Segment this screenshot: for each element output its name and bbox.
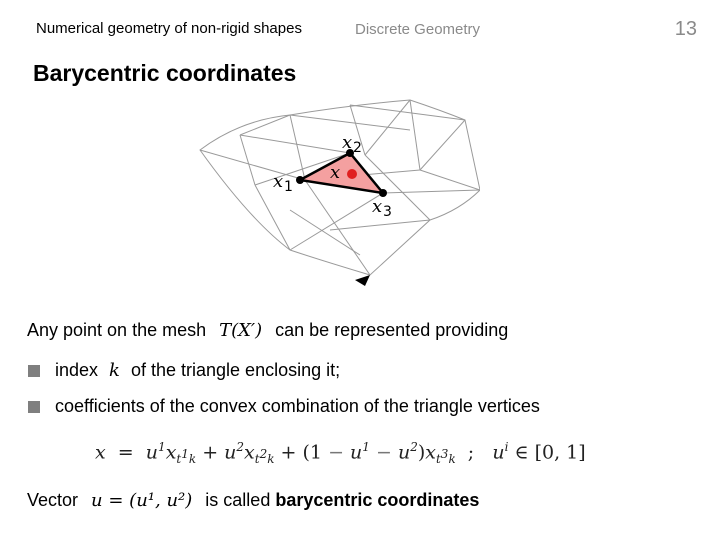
barycentric-term: barycentric coordinates bbox=[275, 490, 480, 510]
intro-text-end: can be represented providing bbox=[275, 320, 509, 340]
svg-text:x: x bbox=[342, 132, 353, 153]
svg-text:2: 2 bbox=[353, 140, 362, 156]
header-section: Discrete Geometry bbox=[355, 21, 481, 38]
mesh-symbol: T(X′) bbox=[219, 320, 263, 341]
mesh-figure bbox=[180, 90, 480, 290]
svg-text:x: x bbox=[273, 171, 284, 192]
k-symbol: k bbox=[109, 360, 120, 381]
called-text: is called bbox=[205, 490, 271, 510]
conclusion-line bbox=[27, 490, 479, 511]
slide-title: Barycentric coordinates bbox=[33, 60, 297, 86]
bullet-marker-2 bbox=[28, 401, 40, 413]
vector-label: Vector bbox=[27, 490, 79, 510]
barycentric-formula: $x = u^1x_{t^1k} + u^2x_{t^2k} + (1 - u^1 - u^2)x_{t^3k}$ ; $u^i$ ∈ [0, 1] bbox=[95, 440, 586, 467]
svg-text:1: 1 bbox=[284, 179, 293, 195]
vector-symbol: u = (u¹, u²) bbox=[91, 490, 193, 511]
bullet-coefficients: coefficients of the convex combination of the triangle vertices bbox=[55, 396, 540, 416]
svg-text:x: x bbox=[372, 196, 383, 217]
intro-text: Any point on the mesh bbox=[27, 320, 207, 340]
bullet-marker-1 bbox=[28, 365, 40, 377]
page-number: 13 bbox=[674, 18, 697, 40]
svg-text:x: x bbox=[330, 162, 341, 183]
intro-line bbox=[27, 320, 508, 341]
header-course: Numerical geometry of non-rigid shapes bbox=[36, 20, 302, 37]
bullet-index-text: index bbox=[55, 360, 99, 380]
svg-text:3: 3 bbox=[383, 204, 392, 220]
bullet-index bbox=[55, 360, 340, 381]
bullet-index-rest: of the triangle enclosing it; bbox=[130, 360, 341, 380]
